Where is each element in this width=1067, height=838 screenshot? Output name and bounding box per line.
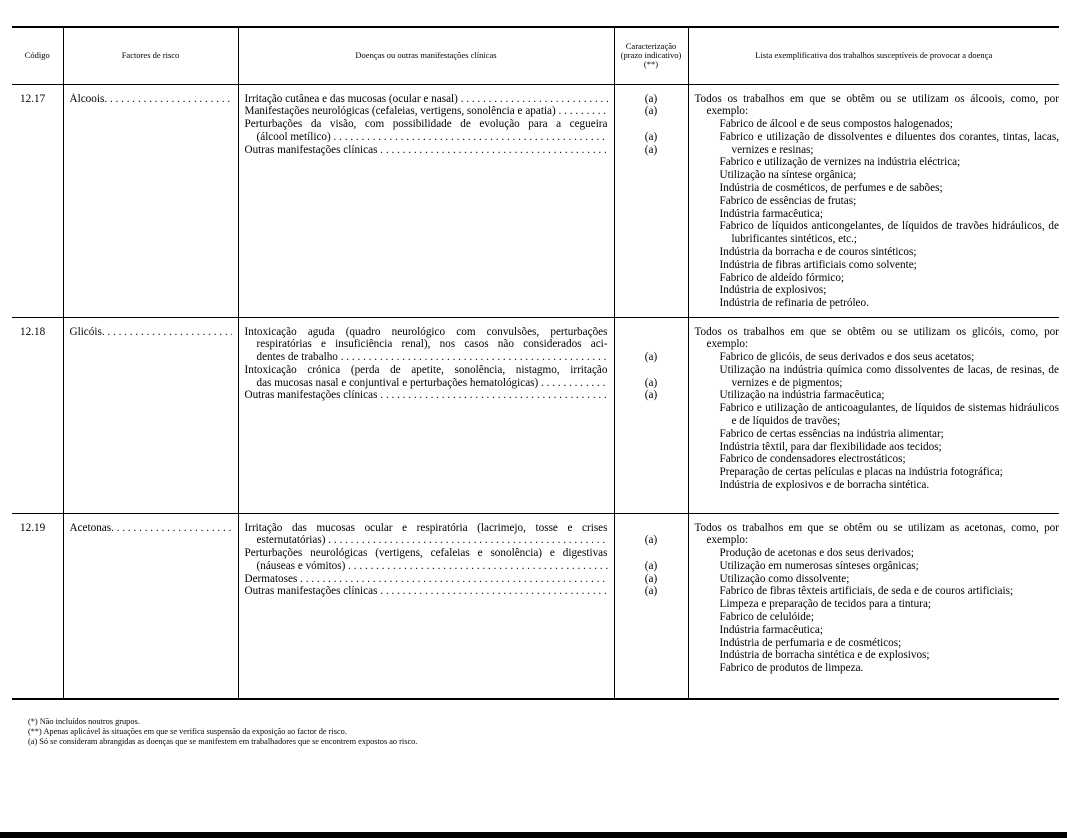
disease-entry bbox=[245, 326, 608, 364]
work-item: Indústria da borracha e de couros sintéticos; bbox=[719, 246, 917, 259]
work-item: Limpeza e preparação de tecidos para a tintura; bbox=[719, 598, 932, 611]
caracterizacao-mark bbox=[615, 364, 688, 377]
disease-line bbox=[245, 522, 608, 535]
disease-line bbox=[245, 326, 608, 339]
work-item: Indústria de refinaria de petróleo. bbox=[719, 297, 869, 310]
disease-line bbox=[245, 144, 608, 157]
disease-text: Intoxicação aguda (quadro neurológico com convulsões, perturbações bbox=[244, 325, 608, 338]
disease-entry bbox=[245, 144, 608, 157]
disease-entry bbox=[245, 573, 608, 586]
caracterizacao-mark: (a) bbox=[644, 143, 658, 156]
disease-entry bbox=[245, 118, 608, 144]
work-item: Fabrico de fibras têxteis artificiais, de seda e de couros artificiais; bbox=[719, 585, 1014, 598]
disease-text: (álcool metílico) bbox=[256, 130, 331, 143]
caracterizacao-mark: (a) bbox=[644, 534, 658, 547]
factor-name: Glicóis bbox=[69, 325, 102, 338]
disease-line bbox=[245, 389, 608, 402]
work-item: Indústria têxtil, para dar flexibilidade aos tecidos; bbox=[719, 440, 942, 453]
row-factor bbox=[63, 513, 238, 699]
header-lista-trabalhos: Lista exemplificativa dos trabalhos susceptíveis de provocar a doença bbox=[688, 27, 1059, 84]
caracterizacao-mark: (a) bbox=[644, 376, 658, 389]
row-diseases bbox=[238, 84, 614, 317]
caracterizacao-mark: (a) bbox=[644, 389, 658, 402]
caracterizacao-mark: (a) bbox=[644, 105, 658, 118]
row-code: 12.18 bbox=[12, 317, 63, 513]
caracterizacao-mark: (a) bbox=[644, 585, 658, 598]
work-item: Utilização como dissolvente; bbox=[719, 572, 850, 585]
leader-dots bbox=[458, 93, 608, 105]
caracterizacao-mark: (a) bbox=[644, 572, 658, 585]
disease-line bbox=[245, 105, 608, 118]
row-caracterizacao bbox=[614, 84, 688, 317]
disease-text: Irritação das mucosas ocular e respiratória (lacrimejo, tosse e crises bbox=[244, 521, 608, 534]
leader-dots bbox=[345, 560, 607, 572]
footnotes bbox=[28, 717, 417, 747]
disease-text: Perturbações neurológicas (vertigens, cefaleias e sonolência) e digestivas bbox=[244, 547, 608, 560]
work-item: Fabrico de aldeído fórmico; bbox=[719, 271, 845, 284]
disease-text: dentes de trabalho bbox=[256, 351, 338, 364]
leader-dots bbox=[325, 534, 607, 546]
table-row bbox=[12, 317, 1059, 513]
footnote-1: (*) Não incluídos noutros grupos. bbox=[28, 717, 140, 726]
leader-dots bbox=[297, 573, 607, 585]
leader-dots bbox=[331, 131, 608, 143]
disease-line bbox=[245, 573, 608, 586]
leader-dots bbox=[338, 351, 608, 363]
leader-dots bbox=[377, 389, 607, 401]
caracterizacao-mark: (a) bbox=[644, 351, 658, 364]
leader-dots bbox=[102, 326, 232, 339]
factor-leader bbox=[70, 93, 232, 106]
leader-dots bbox=[104, 93, 231, 106]
header-doencas: Doenças ou outras manifestações clínicas bbox=[238, 27, 614, 84]
leader-dots bbox=[377, 144, 607, 156]
row-caracterizacao bbox=[614, 513, 688, 699]
disease-text: Irritação cutânea e das mucosas (ocular e nasal) bbox=[244, 92, 458, 105]
work-item: Fabrico e utilização de dissolventes e diluentes dos corantes, tintas, lacas, vernizes e resinas; bbox=[719, 130, 1059, 156]
footnote-2: (**) Apenas aplicável às situações em que se verifica suspensão da exposição ao factor de risco. bbox=[28, 727, 347, 736]
table-row bbox=[12, 513, 1059, 699]
work-item: Fabrico de líquidos anticongelantes, de líquidos de travões hidráulicos, de lubrificantes sintéticos, etc.; bbox=[719, 220, 1059, 246]
leader-dots bbox=[377, 585, 607, 597]
work-items bbox=[695, 351, 1060, 492]
disease-line bbox=[245, 560, 608, 573]
disease-text: Outras manifestações clínicas bbox=[244, 389, 378, 402]
header-caracterizacao bbox=[614, 27, 688, 84]
disease-line bbox=[245, 585, 608, 598]
work-intro: Todos os trabalhos em que se obtêm ou se utilizam os álcoois, como, por exemplo: bbox=[694, 92, 1059, 118]
row-factor bbox=[63, 317, 238, 513]
work-item: Indústria de fibras artificiais como solvente; bbox=[719, 258, 917, 271]
disease-text: esternutatórias) bbox=[256, 534, 326, 547]
factor-leader bbox=[70, 326, 232, 339]
disease-line bbox=[245, 351, 608, 364]
disease-text: Outras manifestações clínicas bbox=[244, 585, 378, 598]
disease-entry bbox=[245, 547, 608, 573]
work-item: Utilização na síntese orgânica; bbox=[719, 169, 857, 182]
work-item: Indústria de explosivos; bbox=[719, 284, 827, 297]
disease-text: respiratórias e insuficiência renal), nos casos não considerados aci- bbox=[256, 338, 608, 351]
disease-line bbox=[245, 338, 608, 351]
header-codigo: Código bbox=[12, 27, 63, 84]
work-item: Indústria de perfumaria e de cosméticos; bbox=[719, 636, 902, 649]
disease-entry bbox=[245, 93, 608, 106]
header-caracterizacao-line-2: (prazo indicativo) bbox=[620, 50, 682, 61]
footnote-3: (a) Só se consideram abrangidas as doenças que se manifestem em trabalhadores que se encontrem expostos ao risco. bbox=[28, 737, 418, 746]
row-factor bbox=[63, 84, 238, 317]
leader-dots bbox=[538, 377, 607, 389]
factor-name: Acetonas bbox=[69, 521, 112, 534]
work-item: Utilização na indústria química como dissolventes de lacas, de resinas, de vernizes e de pigmentos; bbox=[719, 363, 1059, 389]
work-item: Indústria de borracha sintética e de explosivos; bbox=[719, 649, 930, 662]
work-item: Utilização na indústria farmacêutica; bbox=[719, 389, 885, 402]
work-intro: Todos os trabalhos em que se obtêm ou se utilizam as acetonas, como, por exemplo: bbox=[694, 521, 1059, 547]
disease-line bbox=[245, 131, 608, 144]
disease-line bbox=[245, 364, 608, 377]
work-item: Indústria farmacêutica; bbox=[719, 623, 823, 636]
leader-dots bbox=[556, 105, 608, 117]
work-intro: Todos os trabalhos em que se obtêm ou se utilizam os glicóis, como, por exemplo: bbox=[694, 325, 1059, 351]
disease-text: Outras manifestações clínicas bbox=[244, 143, 378, 156]
disease-text: Intoxicação crónica (perda de apetite, sonolência, nistagmo, irritação bbox=[244, 363, 608, 376]
page-bottom-rule bbox=[0, 832, 1067, 838]
disease-text: (náuseas e vómitos) bbox=[256, 559, 346, 572]
disease-text: Dermatoses bbox=[244, 572, 298, 585]
work-item: Fabrico e utilização de anticoagulantes, de líquidos de sistemas hidráulicos e de líquidos de travões; bbox=[719, 402, 1059, 428]
caracterizacao-mark bbox=[615, 338, 688, 351]
disease-line bbox=[245, 93, 608, 106]
row-diseases bbox=[238, 317, 614, 513]
leader-dots bbox=[111, 522, 231, 535]
work-items bbox=[695, 547, 1060, 675]
factor-name: Álcoois bbox=[69, 92, 105, 105]
disease-text: Manifestações neurológicas (cefaleias, vertigens, sonolência e apatia) bbox=[244, 105, 556, 118]
caracterizacao-mark bbox=[615, 118, 688, 131]
disease-line bbox=[245, 377, 608, 390]
work-item: Utilização em numerosas sínteses orgânicas; bbox=[719, 559, 919, 572]
disease-entry bbox=[245, 522, 608, 548]
work-item: Fabrico de álcool e de seus compostos halogenados; bbox=[719, 118, 953, 131]
row-code: 12.19 bbox=[12, 513, 63, 699]
disease-line bbox=[245, 547, 608, 560]
factor-leader bbox=[70, 522, 232, 535]
work-item: Preparação de certas películas e placas na indústria fotográfica; bbox=[719, 466, 1003, 479]
row-code: 12.17 bbox=[20, 92, 46, 105]
disease-line bbox=[245, 118, 608, 131]
caracterizacao-mark: (a) bbox=[644, 559, 658, 572]
work-item: Fabrico de essências de frutas; bbox=[719, 194, 857, 207]
table-header-row bbox=[12, 27, 1059, 84]
work-item: Fabrico de certas essências na indústria alimentar; bbox=[719, 427, 944, 440]
work-item: Fabrico de celulóide; bbox=[719, 611, 814, 624]
caracterizacao-mark: (a) bbox=[644, 130, 658, 143]
header-caracterizacao-line-3: (**) bbox=[643, 59, 659, 70]
table-row bbox=[12, 84, 1059, 317]
header-factores-de-risco: Factores de risco bbox=[63, 27, 238, 84]
work-item: Indústria farmacêutica; bbox=[719, 207, 823, 220]
work-item: Fabrico de produtos de limpeza. bbox=[719, 662, 864, 675]
row-caracterizacao bbox=[614, 317, 688, 513]
occupational-disease-table bbox=[12, 26, 1059, 700]
caracterizacao-mark bbox=[615, 522, 688, 535]
work-item: Produção de acetonas e dos seus derivados; bbox=[719, 547, 914, 560]
disease-entry bbox=[245, 105, 608, 118]
work-item: Indústria de cosméticos, de perfumes e de sabões; bbox=[719, 182, 943, 195]
caracterizacao-mark bbox=[615, 326, 688, 339]
row-work-list bbox=[688, 84, 1059, 317]
header-caracterizacao-line-1: Caracterização bbox=[625, 41, 677, 52]
disease-text: das mucosas nasal e conjuntival e perturbações hematológicas) bbox=[256, 376, 539, 389]
disease-text: Perturbações da visão, com possibilidade de evolução para a cegueira bbox=[244, 118, 608, 131]
caracterizacao-mark: (a) bbox=[644, 92, 658, 105]
row-diseases bbox=[238, 513, 614, 699]
row-work-list bbox=[688, 513, 1059, 699]
work-item: Fabrico de glicóis, de seus derivados e dos seus acetatos; bbox=[719, 351, 975, 364]
disease-entry bbox=[245, 389, 608, 402]
disease-entry bbox=[245, 585, 608, 598]
row-work-list bbox=[688, 317, 1059, 513]
work-item: Fabrico de condensadores electrostáticos; bbox=[719, 453, 906, 466]
work-item: Fabrico e utilização de vernizes na indústria eléctrica; bbox=[719, 156, 961, 169]
work-item: Indústria de explosivos e de borracha sintética. bbox=[719, 479, 930, 492]
work-items bbox=[695, 118, 1060, 310]
disease-line bbox=[245, 534, 608, 547]
disease-entry bbox=[245, 364, 608, 390]
caracterizacao-mark bbox=[615, 547, 688, 560]
